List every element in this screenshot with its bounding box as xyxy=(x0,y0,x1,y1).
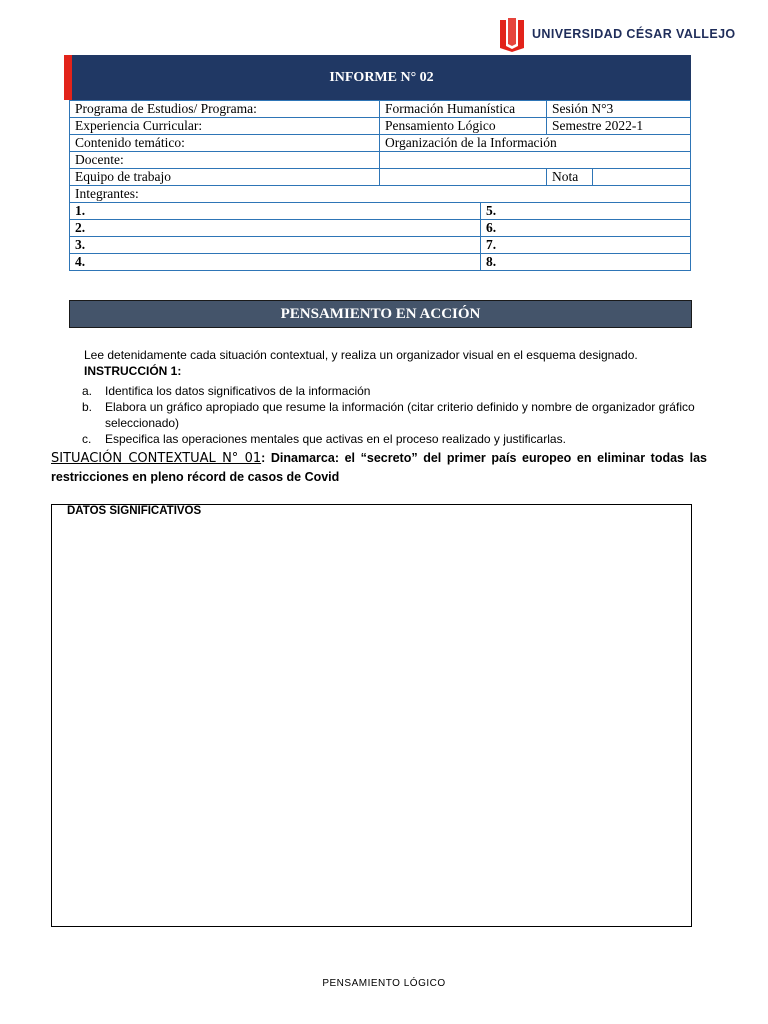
experiencia-label: Experiencia Curricular: xyxy=(70,118,380,135)
table-row xyxy=(70,203,691,220)
university-name: UNIVERSIDAD CÉSAR VALLEJO xyxy=(532,27,736,41)
equipo-label: Equipo de trabajo xyxy=(70,169,380,186)
list-marker: c. xyxy=(82,432,92,446)
experiencia-value: Pensamiento Lógico xyxy=(380,118,547,135)
ucv-logo-icon xyxy=(498,16,526,52)
situation-label: SITUACIÓN CONTEXTUAL N° 01 xyxy=(51,451,262,466)
nota-field[interactable] xyxy=(593,169,691,186)
instructions-intro: Lee detenidamente cada situación contextual, y realiza un organizador visual en el esquema designado. xyxy=(84,348,638,362)
list-item xyxy=(82,399,702,431)
report-title: INFORME N° 02 xyxy=(72,55,691,100)
table-row xyxy=(70,254,691,271)
list-text: Elabora un gráfico apropiado que resume la información (citar criterio definido y nombre de organizador gráfico seleccionado) xyxy=(105,400,695,430)
list-text: Identifica los datos significativos de la información xyxy=(105,384,371,398)
info-table xyxy=(69,100,691,271)
accent-bar xyxy=(64,55,72,100)
instruction-title: INSTRUCCIÓN 1: xyxy=(84,364,182,378)
page-footer: PENSAMIENTO LÓGICO xyxy=(322,978,446,989)
nota-label: Nota xyxy=(547,169,593,186)
contenido-value: Organización de la Información xyxy=(380,135,691,152)
semestre-value: Semestre 2022-1 xyxy=(547,118,691,135)
programa-value: Formación Humanística xyxy=(380,101,547,118)
integrante-7[interactable]: 7. xyxy=(481,237,691,254)
integrantes-label: Integrantes: xyxy=(70,186,691,203)
table-row xyxy=(70,220,691,237)
equipo-field[interactable] xyxy=(380,169,547,186)
list-marker: a. xyxy=(82,384,93,398)
integrante-6[interactable]: 6. xyxy=(481,220,691,237)
report-header xyxy=(64,55,691,100)
list-marker: b. xyxy=(82,400,93,414)
datos-label: DATOS SIGNIFICATIVOS xyxy=(67,505,202,517)
integrante-8[interactable]: 8. xyxy=(481,254,691,271)
table-row xyxy=(70,237,691,254)
integrante-1[interactable]: 1. xyxy=(70,203,481,220)
table-row xyxy=(70,152,691,169)
integrante-2[interactable]: 2. xyxy=(70,220,481,237)
situation-text: Dinamarca: el “secreto” del primer país europeo en eliminar todas las restricciones en pleno récord de casos de Covid xyxy=(51,451,707,484)
university-logo xyxy=(498,16,736,52)
sesion-value: Sesión N°3 xyxy=(547,101,691,118)
situation-heading: SITUACIÓN CONTEXTUAL N° 01: Dinamarca: el “secreto” del primer país europeo en eliminar todas las restricciones en pleno récord de casos de Covid xyxy=(51,451,707,484)
list-item xyxy=(82,431,702,447)
table-row xyxy=(70,186,691,203)
docente-field[interactable] xyxy=(380,152,691,169)
integrante-4[interactable]: 4. xyxy=(70,254,481,271)
table-row xyxy=(70,118,691,135)
table-row xyxy=(70,169,691,186)
table-row xyxy=(70,101,691,118)
section-title: PENSAMIENTO EN ACCIÓN xyxy=(69,300,692,328)
integrante-5[interactable]: 5. xyxy=(481,203,691,220)
programa-label: Programa de Estudios/ Programa: xyxy=(70,101,380,118)
list-text: Especifica las operaciones mentales que activas en el proceso realizado y justificarlas. xyxy=(105,432,566,446)
table-row xyxy=(70,135,691,152)
integrante-3[interactable]: 3. xyxy=(70,237,481,254)
list-item xyxy=(82,383,702,399)
docente-label: Docente: xyxy=(70,152,380,169)
datos-box[interactable] xyxy=(51,504,692,927)
instruction-list xyxy=(82,383,702,447)
contenido-label: Contenido temático: xyxy=(70,135,380,152)
